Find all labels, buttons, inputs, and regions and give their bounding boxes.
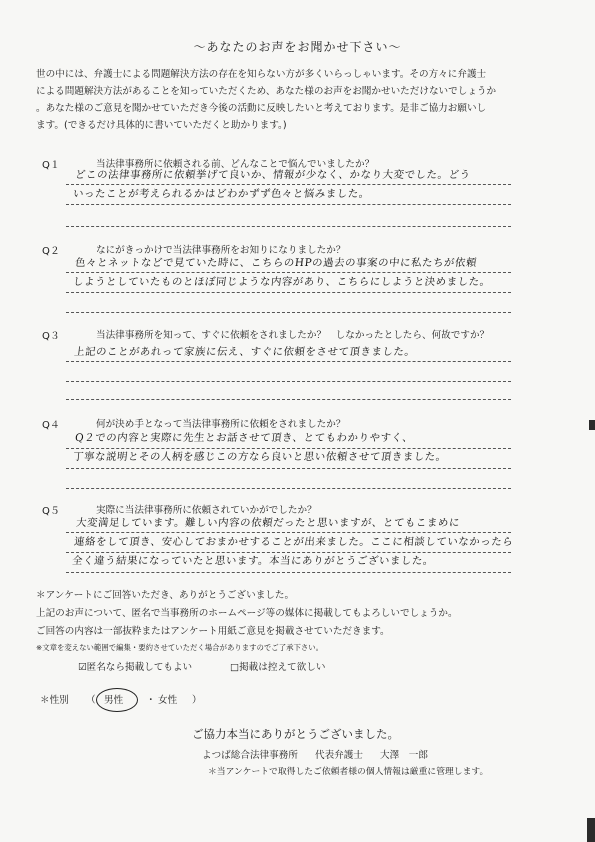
answer-rule: [66, 204, 511, 205]
question-number: Q１: [42, 160, 60, 171]
intro-line: 。あなた様のご意見を聞かせていただき今後の活動に反映したいと考えております。是非ご協力お願いし: [36, 103, 487, 114]
handwritten-answer: [72, 254, 536, 292]
intro-line: 世の中には、弁護士による問題解決方法の存在を知らない方が多くいらっしゃいます。その方々に弁護士: [36, 69, 487, 80]
handwritten-answer: [72, 166, 536, 204]
consent-checkbox-anonymous[interactable]: ☑匿名なら掲載してもよい: [78, 662, 193, 673]
answer-line: どこの法律事務所に依頼挙げて良いか、情報が少なく、かなり大変でした。どう: [74, 169, 472, 181]
page-title: 〜あなたのお声をお聞かせ下さい〜: [193, 40, 402, 54]
question-number: Q４: [42, 420, 60, 431]
answer-rule: [66, 448, 511, 449]
gender-option-male[interactable]: 男性: [104, 695, 124, 706]
answer-rule: [66, 226, 511, 227]
answer-line: 上記のことがあれって家族に伝え、すぐに依頼をさせて頂きました。: [73, 346, 417, 358]
answer-line: しようとしていたものとほぼ同じような内容があり、こちらにしようと決めました。: [72, 276, 492, 288]
closing-thanks: ご協力本当にありがとうございました。: [192, 727, 399, 741]
answer-rule: [66, 272, 511, 273]
answer-rule: [66, 312, 511, 313]
gender-option-female[interactable]: 女性: [158, 695, 178, 706]
representative-name: 大澤 一郎: [380, 750, 428, 761]
answer-rule: [66, 488, 511, 489]
gender-paren-open: （: [86, 695, 96, 706]
question-text: 何が決め手となって当法律事務所に依頼をされましたか？: [96, 419, 346, 430]
firm-name: よつば総合法律事務所: [202, 750, 298, 761]
answer-rule: [66, 468, 511, 469]
answer-rule: [66, 399, 511, 400]
answer-line: いったことが考えられるかはどわかずず色々と悩みました。: [72, 188, 371, 200]
excerpt-notice: ご回答の内容は一部抜粋またはアンケート用紙ご意見を掲載させていただきます。: [36, 626, 390, 637]
permission-question: 上記のお声について、匿名で当事務所のホームページ等の媒体に掲載してもよろしいでしょうか。: [36, 608, 458, 619]
answer-rule: [66, 572, 511, 573]
question-text: なにがきっかけで当法律事務所をお知りになりましたか？: [96, 245, 346, 256]
intro-paragraph: [36, 66, 566, 134]
firm-signature: [202, 747, 428, 761]
answer-line: 丁寧な説明とその人柄を感じこの方なら良いと思い依頼させて頂きました。: [72, 451, 448, 463]
edit-note: ※文章を変えない範囲で編集・要約させていただく場合がありますのでご了承下さい。: [36, 643, 324, 652]
question-text: 実際に当法律事務所に依頼されていかがでしたか？: [96, 505, 317, 516]
answer-rule: [66, 552, 511, 553]
answer-rule: [66, 532, 511, 533]
question-text: 当法律事務所に依頼される前、どんなことで悩んでいましたか？: [96, 159, 375, 170]
answer-line: 色々とネットなどで見ていた時に、こちらのHPの過去の事案の中に私たちが依頼: [74, 257, 478, 269]
answer-rule: [66, 361, 511, 362]
scan-edge-mark: [589, 420, 595, 430]
answer-rule: [66, 184, 511, 185]
answer-line: 連絡をして頂き、安心しておまかせすることが出来ました。ここに相談していなかったら: [73, 536, 514, 548]
gender-separator: ・: [146, 695, 156, 706]
representative-title: 代表弁護士: [315, 750, 363, 761]
question-text: 当法律事務所を知って、すぐに依頼をされましたか？ しなかったとしたら、何故ですか？: [96, 330, 490, 341]
answer-line: 全く違う結果になっていたと思います。本当にありがとうございました。: [71, 555, 435, 567]
handwritten-answer: [73, 343, 535, 362]
intro-line: による問題解決方法があることを知っていただくため、あなた様のお声をお聞かせいただけないでしょうか: [36, 86, 497, 97]
answer-line: Q２での内容と実際に先生とお話させて頂き、とてもわかりやすく、: [74, 432, 414, 444]
answer-rule: [66, 292, 511, 293]
survey-thanks: ＊アンケートにご回答いただき、ありがとうございました。: [36, 590, 295, 601]
answer-line: 大変満足しています。難しい内容の依頼だったと思いますが、とてもこまめに: [75, 517, 461, 529]
scan-edge-mark: [587, 818, 595, 842]
gender-label: ＊性別: [40, 695, 69, 706]
consent-checkbox-decline[interactable]: □掲載は控えて欲しい: [230, 662, 326, 673]
gender-paren-close: ）: [192, 695, 202, 706]
question-number: Q２: [42, 246, 60, 257]
privacy-notice: ＊当アンケートで取得したご依頼者様の個人情報は厳重に管理します。: [208, 767, 489, 777]
answer-rule: [66, 381, 511, 382]
question-number: Q３: [42, 331, 60, 342]
intro-line: ます。(できるだけ具体的に書いていただくと助かります。): [36, 120, 287, 131]
handwritten-answer: [71, 514, 537, 571]
question-number: Q５: [42, 506, 60, 517]
